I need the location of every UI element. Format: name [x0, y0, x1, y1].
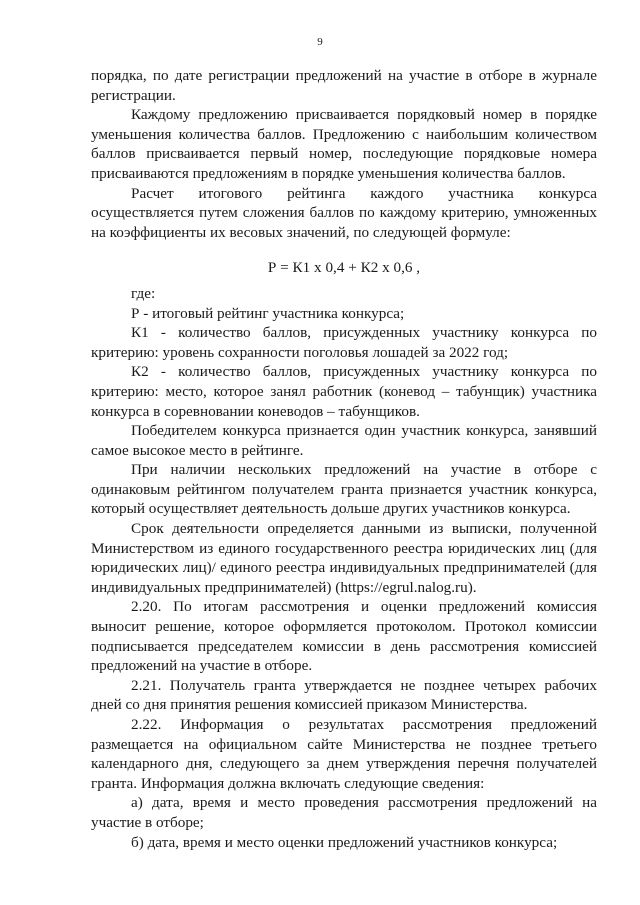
paragraph: Срок деятельности определяется данными из выписки, полученной Министерством из единого государственного реестра юридических лиц (для юридических лиц)/ единого реестра индивидуальных предпринимателей (для индивидуальных предпринимателей) (https://egrul.nalog.ru).: [91, 520, 597, 596]
section-paragraph: 2.21. Получатель гранта утверждается не позднее четырех рабочих дней со дня принятия решения комиссией приказом Министерства.: [91, 676, 597, 714]
rating-formula: Р = К1 х 0,4 + К2 х 0,6 ,: [267, 259, 421, 277]
section-paragraph: 2.22. Информация о результатах рассмотрения предложений размещается на официальном сайте Министерства не позднее третьего календарного дня, следующего за днем утверждения перечня получателей гранта. Информация должна включать следующие сведения:: [91, 716, 597, 792]
list-item: а) дата, время и место проведения рассмотрения предложений на участие в отборе;: [91, 794, 597, 831]
page-number: 9: [317, 36, 323, 48]
document-body: [91, 66, 597, 852]
section-paragraph: 2.20. По итогам рассмотрения и оценки предложений комиссия выносит решение, которое оформляется протоколом. Протокол комиссии подписывается председателем комиссии в день рассмотрения комиссией предложений на участие в отборе.: [91, 598, 597, 675]
list-item: б) дата, время и место оценки предложений участников конкурса;: [131, 833, 558, 851]
paragraph: При наличии нескольких предложений на участие в отборе с одинаковым рейтингом получателем гранта признается участник конкурса, который осуществляет деятельность дольше других участников конкурса.: [91, 461, 597, 518]
paragraph: порядка, по дате регистрации предложений на участие в отборе в журнале регистрации.: [91, 67, 597, 104]
paragraph: Р - итоговый рейтинг участника конкурса;: [131, 304, 405, 322]
paragraph: К1 - количество баллов, присужденных участнику конкурса по критерию: уровень сохранности поголовья лошадей за 2022 год;: [91, 324, 597, 361]
paragraph: Каждому предложению присваивается порядковый номер в порядке уменьшения количества баллов. Предложению с наибольшим количеством баллов присваивается первый номер, последующие порядковые номера присваиваются предложениям в порядке уменьшения количества баллов.: [91, 106, 597, 182]
paragraph: Победителем конкурса признается один участник конкурса, занявший самое высокое место в рейтинге.: [91, 422, 597, 459]
paragraph: где:: [131, 284, 156, 302]
paragraph: К2 - количество баллов, присужденных участнику конкурса по критерию: место, которое занял работник (коневод – табунщик) участника конкурса в соревновании коневодов – табунщиков.: [91, 363, 597, 420]
paragraph: Расчет итогового рейтинга каждого участника конкурса осуществляется путем сложения баллов по каждому критерию, умноженных на коэффициенты их весовых значений, по следующей формуле:: [91, 184, 597, 241]
